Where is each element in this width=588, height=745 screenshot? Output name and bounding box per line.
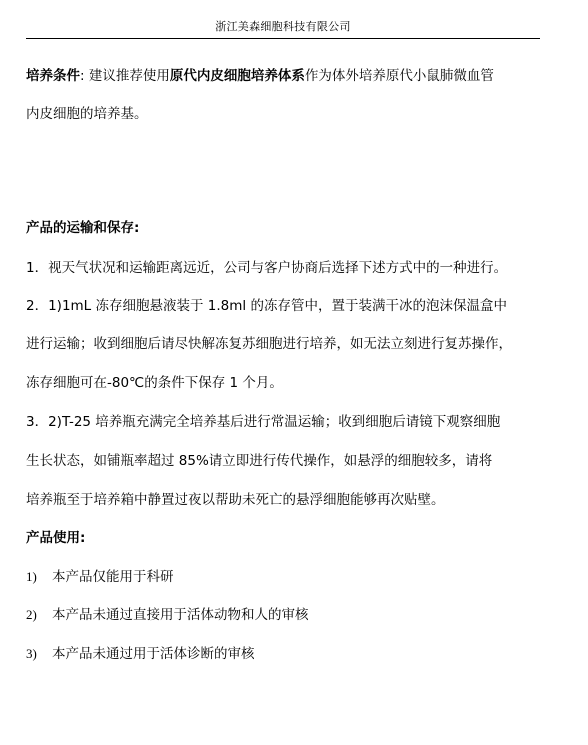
list-item-number: 1) [26, 569, 37, 584]
shipping-section-title: 产品的运输和保存: [26, 220, 140, 236]
culture-conditions-line1 [26, 66, 566, 86]
shipping-paragraph-1: 1．视天气状况和运输距离远近，公司与客户协商后选择下述方式中的一种进行。 [26, 260, 508, 276]
list-item-number: 3) [26, 646, 37, 661]
culture-conditions-label: 培养条件 [26, 68, 80, 84]
list-item-number: 2) [26, 607, 37, 622]
list-item [26, 644, 255, 664]
list-item-text: 本产品未通过用于活体诊断的审核 [52, 646, 255, 662]
shipping-paragraph-2-line2: 进行运输；收到细胞后请尽快解冻复苏细胞进行培养，如无法立刻进行复苏操作， [26, 336, 512, 352]
header-divider [26, 38, 540, 39]
list-item-text: 本产品仅能用于科研 [52, 569, 174, 585]
shipping-paragraph-2-line1: 2．1)1mL 冻存细胞悬液装于 1.8ml 的冻存管中，置于装满干冰的泡沫保温盒中 [26, 298, 507, 314]
list-item [26, 567, 174, 587]
culture-conditions-intro: : 建议推荐使用 [80, 68, 170, 84]
shipping-paragraph-2-line3: 冻存细胞可在-80℃的条件下保存 1 个月。 [26, 375, 283, 391]
list-item [26, 605, 309, 625]
culture-conditions-line2: 内皮细胞的培养基。 [26, 106, 148, 122]
usage-section-title: 产品使用: [26, 530, 86, 546]
shipping-paragraph-3-line1: 3．2)T-25 培养瓶充满完全培养基后进行常温运输；收到细胞后请镜下观察细胞 [26, 414, 501, 430]
shipping-paragraph-3-line3: 培养瓶至于培养箱中静置过夜以帮助未死亡的悬浮细胞能够再次贴壁。 [26, 492, 445, 508]
culture-system-name: 原代内皮细胞培养体系 [169, 68, 305, 84]
list-item-text: 本产品未通过直接用于活体动物和人的审核 [52, 607, 309, 623]
culture-conditions-text: 作为体外培养原代小鼠肺微血管 [304, 68, 494, 84]
shipping-paragraph-3-line2: 生长状态，如铺瓶率超过 85%请立即进行传代操作，如悬浮的细胞较多，请将 [26, 453, 493, 469]
page-header: 浙江美森细胞科技有限公司 [215, 20, 351, 33]
